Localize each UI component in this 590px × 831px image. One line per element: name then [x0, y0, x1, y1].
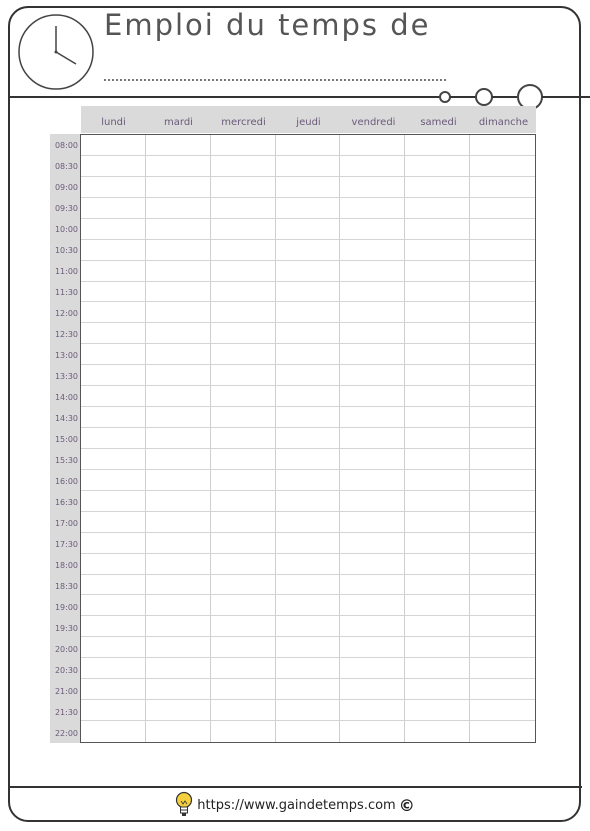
schedule-cell[interactable]	[470, 302, 535, 323]
schedule-cell[interactable]	[340, 177, 405, 198]
schedule-cell[interactable]	[276, 554, 341, 575]
schedule-cell[interactable]	[340, 679, 405, 700]
schedule-cell[interactable]	[340, 512, 405, 533]
time-label: 16:30	[54, 498, 78, 507]
schedule-cell[interactable]	[276, 261, 341, 282]
schedule-cell[interactable]	[405, 428, 470, 449]
schedule-cell[interactable]	[146, 135, 211, 156]
schedule-cell[interactable]	[470, 219, 535, 240]
schedule-cell[interactable]	[146, 344, 211, 365]
schedule-cell[interactable]	[405, 512, 470, 533]
schedule-cell[interactable]	[81, 282, 146, 303]
schedule-cell[interactable]	[405, 700, 470, 721]
schedule-cell[interactable]	[340, 554, 405, 575]
time-label: 13:00	[54, 351, 78, 360]
schedule-cell[interactable]	[146, 575, 211, 596]
schedule-cell[interactable]	[470, 721, 535, 742]
schedule-cell[interactable]	[340, 595, 405, 616]
day-header-jeudi: jeudi	[296, 117, 321, 128]
schedule-cell[interactable]	[276, 156, 341, 177]
schedule-cell[interactable]	[276, 616, 341, 637]
schedule-cell[interactable]	[146, 156, 211, 177]
schedule-cell[interactable]	[340, 637, 405, 658]
schedule-cell[interactable]	[276, 240, 341, 261]
schedule-cell[interactable]	[81, 344, 146, 365]
schedule-cell[interactable]	[470, 156, 535, 177]
schedule-cell[interactable]	[81, 721, 146, 742]
schedule-cell[interactable]	[405, 240, 470, 261]
schedule-cell[interactable]	[211, 616, 276, 637]
schedule-cell[interactable]	[405, 679, 470, 700]
time-label: 17:00	[54, 519, 78, 528]
schedule-cell[interactable]	[146, 470, 211, 491]
schedule-cell[interactable]	[81, 470, 146, 491]
day-header-mardi: mardi	[164, 117, 193, 128]
schedule-cell[interactable]	[340, 407, 405, 428]
schedule-cell[interactable]	[276, 679, 341, 700]
lightbulb-icon	[175, 791, 193, 819]
time-label: 20:00	[54, 645, 78, 654]
schedule-cell[interactable]	[276, 658, 341, 679]
schedule-cell[interactable]	[405, 491, 470, 512]
schedule-cell[interactable]	[340, 323, 405, 344]
schedule-cell[interactable]	[146, 616, 211, 637]
schedule-cell[interactable]	[211, 533, 276, 554]
schedule-cell[interactable]	[470, 261, 535, 282]
schedule-cell[interactable]	[81, 135, 146, 156]
schedule-cell[interactable]	[276, 470, 341, 491]
schedule-cell[interactable]	[211, 491, 276, 512]
schedule-cell[interactable]	[405, 449, 470, 470]
schedule-cell[interactable]	[340, 428, 405, 449]
schedule-cell[interactable]	[81, 302, 146, 323]
schedule-cell[interactable]	[470, 700, 535, 721]
schedule-cell[interactable]	[470, 470, 535, 491]
schedule-cell[interactable]	[340, 261, 405, 282]
schedule-cell[interactable]	[276, 365, 341, 386]
schedule-cell[interactable]	[340, 135, 405, 156]
schedule-cell[interactable]	[470, 595, 535, 616]
schedule-cell[interactable]	[146, 219, 211, 240]
schedule-cell[interactable]	[276, 407, 341, 428]
schedule-cell[interactable]	[146, 449, 211, 470]
time-label: 21:00	[54, 687, 78, 696]
schedule-cell[interactable]	[276, 323, 341, 344]
schedule-cell[interactable]	[405, 637, 470, 658]
time-label: 11:00	[54, 267, 78, 276]
schedule-cell[interactable]	[470, 637, 535, 658]
schedule-cell[interactable]	[146, 261, 211, 282]
time-label: 09:30	[54, 204, 78, 213]
schedule-cell[interactable]	[146, 637, 211, 658]
schedule-cell[interactable]	[146, 700, 211, 721]
schedule-cell[interactable]	[211, 428, 276, 449]
schedule-cell[interactable]	[146, 554, 211, 575]
schedule-cell[interactable]	[81, 658, 146, 679]
schedule-cell[interactable]	[470, 679, 535, 700]
time-label: 14:00	[54, 393, 78, 402]
time-label: 13:30	[54, 372, 78, 381]
time-label: 12:30	[54, 330, 78, 339]
schedule-cell[interactable]	[211, 575, 276, 596]
time-label: 18:00	[54, 561, 78, 570]
schedule-cell[interactable]	[146, 282, 211, 303]
schedule-cell[interactable]	[276, 449, 341, 470]
time-label: 11:30	[54, 288, 78, 297]
schedule-cell[interactable]	[340, 470, 405, 491]
schedule-cell[interactable]	[470, 575, 535, 596]
schedule-cell[interactable]	[405, 721, 470, 742]
schedule-cell[interactable]	[340, 365, 405, 386]
schedule-cell[interactable]	[211, 344, 276, 365]
schedule-cell[interactable]	[81, 407, 146, 428]
schedule-cell[interactable]	[146, 595, 211, 616]
schedule-cell[interactable]	[81, 616, 146, 637]
schedule-cell[interactable]	[340, 198, 405, 219]
schedule-cell[interactable]	[405, 554, 470, 575]
schedule-cell[interactable]	[405, 533, 470, 554]
schedule-cell[interactable]	[276, 219, 341, 240]
schedule-cell[interactable]	[276, 575, 341, 596]
schedule-cell[interactable]	[211, 449, 276, 470]
schedule-cell[interactable]	[405, 219, 470, 240]
schedule-cell[interactable]	[211, 282, 276, 303]
schedule-cell[interactable]	[146, 428, 211, 449]
schedule-cell[interactable]	[81, 428, 146, 449]
schedule-cell[interactable]	[276, 282, 341, 303]
schedule-cell[interactable]	[405, 282, 470, 303]
schedule-cell[interactable]	[146, 177, 211, 198]
schedule-cell[interactable]	[405, 386, 470, 407]
schedule-grid	[80, 134, 536, 743]
schedule-cell[interactable]	[405, 616, 470, 637]
schedule-cell[interactable]	[146, 721, 211, 742]
schedule-cell[interactable]	[146, 658, 211, 679]
schedule-cell[interactable]	[211, 595, 276, 616]
schedule-cell[interactable]	[405, 344, 470, 365]
time-label: 21:30	[54, 708, 78, 717]
schedule-cell[interactable]	[340, 240, 405, 261]
schedule-cell[interactable]	[146, 491, 211, 512]
name-line[interactable]	[104, 79, 446, 81]
schedule-cell[interactable]	[470, 407, 535, 428]
day-header-mercredi: mercredi	[221, 117, 266, 128]
schedule-cell[interactable]	[146, 240, 211, 261]
schedule-cell[interactable]	[340, 156, 405, 177]
schedule-cell[interactable]	[470, 323, 535, 344]
time-label: 17:30	[54, 540, 78, 549]
schedule-cell[interactable]	[81, 219, 146, 240]
schedule-cell[interactable]	[276, 344, 341, 365]
day-header-samedi: samedi	[420, 117, 457, 128]
time-label: 12:00	[54, 309, 78, 318]
schedule-cell[interactable]	[405, 302, 470, 323]
schedule-cell[interactable]	[405, 135, 470, 156]
schedule-cell[interactable]	[405, 407, 470, 428]
schedule-cell[interactable]	[340, 386, 405, 407]
schedule-cell[interactable]	[81, 365, 146, 386]
schedule-cell[interactable]	[81, 700, 146, 721]
schedule-cell[interactable]	[470, 491, 535, 512]
schedule-cell[interactable]	[405, 261, 470, 282]
time-column	[50, 134, 80, 743]
schedule-cell[interactable]	[211, 261, 276, 282]
time-label: 20:30	[54, 666, 78, 675]
footer	[0, 790, 590, 820]
schedule-cell[interactable]	[211, 302, 276, 323]
schedule-cell[interactable]	[211, 637, 276, 658]
schedule-cell[interactable]	[340, 616, 405, 637]
clock-icon	[17, 13, 95, 91]
schedule-cell[interactable]	[340, 491, 405, 512]
copyright-symbol: ©	[398, 795, 415, 815]
time-label: 19:00	[54, 603, 78, 612]
schedule-cell[interactable]	[211, 323, 276, 344]
schedule-cell[interactable]	[211, 721, 276, 742]
schedule-cell[interactable]	[276, 721, 341, 742]
schedule-cell[interactable]	[146, 302, 211, 323]
schedule-cell[interactable]	[211, 219, 276, 240]
schedule-cell[interactable]	[81, 198, 146, 219]
schedule-cell[interactable]	[340, 658, 405, 679]
schedule-cell[interactable]	[276, 533, 341, 554]
schedule-cell[interactable]	[211, 240, 276, 261]
schedule-cell[interactable]	[81, 449, 146, 470]
page-title: Emploi du temps de	[104, 8, 431, 42]
schedule-cell[interactable]	[405, 323, 470, 344]
schedule-cell[interactable]	[405, 595, 470, 616]
time-label: 14:30	[54, 414, 78, 423]
schedule-cell[interactable]	[276, 512, 341, 533]
schedule-cell[interactable]	[146, 512, 211, 533]
schedule-cell[interactable]	[276, 302, 341, 323]
schedule-cell[interactable]	[405, 365, 470, 386]
schedule-cell[interactable]	[276, 386, 341, 407]
schedule-cell[interactable]	[146, 407, 211, 428]
schedule-cell[interactable]	[81, 595, 146, 616]
schedule-cell[interactable]	[276, 177, 341, 198]
schedule-cell[interactable]	[340, 700, 405, 721]
schedule-cell[interactable]	[81, 156, 146, 177]
time-label: 08:00	[54, 141, 78, 150]
schedule-cell[interactable]	[211, 407, 276, 428]
schedule-cell[interactable]	[211, 365, 276, 386]
time-label: 08:30	[54, 162, 78, 171]
schedule-cell[interactable]	[211, 135, 276, 156]
schedule-cell[interactable]	[340, 533, 405, 554]
schedule-cell[interactable]	[211, 512, 276, 533]
schedule-cell[interactable]	[146, 365, 211, 386]
day-header-lundi: lundi	[101, 117, 126, 128]
schedule-cell[interactable]	[470, 428, 535, 449]
schedule-cell[interactable]	[81, 512, 146, 533]
schedule-cell[interactable]	[340, 575, 405, 596]
schedule-cell[interactable]	[81, 679, 146, 700]
time-label: 15:30	[54, 456, 78, 465]
schedule-cell[interactable]	[340, 344, 405, 365]
schedule-cell[interactable]	[340, 721, 405, 742]
time-label: 18:30	[54, 582, 78, 591]
schedule-cell[interactable]	[470, 554, 535, 575]
schedule-cell[interactable]	[81, 554, 146, 575]
schedule-cell[interactable]	[470, 240, 535, 261]
schedule-cell[interactable]	[211, 386, 276, 407]
schedule-cell[interactable]	[470, 177, 535, 198]
schedule-cell[interactable]	[211, 679, 276, 700]
schedule-cell[interactable]	[276, 700, 341, 721]
schedule-cell[interactable]	[470, 365, 535, 386]
schedule-cell[interactable]	[276, 491, 341, 512]
schedule-cell[interactable]	[81, 323, 146, 344]
footer-divider	[8, 786, 582, 788]
schedule-cell[interactable]	[81, 386, 146, 407]
schedule-cell[interactable]	[81, 637, 146, 658]
schedule-cell[interactable]	[81, 533, 146, 554]
schedule-cell[interactable]	[81, 240, 146, 261]
schedule-cell[interactable]	[146, 198, 211, 219]
schedule-cell[interactable]	[81, 177, 146, 198]
schedule-cell[interactable]	[405, 658, 470, 679]
schedule-cell[interactable]	[146, 533, 211, 554]
schedule-cell[interactable]	[405, 470, 470, 491]
footer-url[interactable]: https://www.gaindetemps.com	[197, 797, 396, 813]
schedule-cell[interactable]	[276, 135, 341, 156]
schedule-cell[interactable]	[211, 198, 276, 219]
time-label: 10:30	[54, 246, 78, 255]
schedule-cell[interactable]	[146, 679, 211, 700]
days-header	[81, 106, 536, 133]
schedule-cell[interactable]	[470, 533, 535, 554]
schedule-cell[interactable]	[405, 177, 470, 198]
schedule-cell[interactable]	[146, 386, 211, 407]
schedule-cell[interactable]	[146, 323, 211, 344]
time-label: 10:00	[54, 225, 78, 234]
schedule-cell[interactable]	[340, 219, 405, 240]
schedule-cell[interactable]	[470, 282, 535, 303]
schedule-cell[interactable]	[405, 575, 470, 596]
schedule-cell[interactable]	[276, 595, 341, 616]
schedule-cell[interactable]	[470, 512, 535, 533]
time-label: 19:30	[54, 624, 78, 633]
time-label: 22:00	[54, 729, 78, 738]
schedule-cell[interactable]	[81, 491, 146, 512]
time-label: 15:00	[54, 435, 78, 444]
schedule-cell[interactable]	[340, 302, 405, 323]
time-label: 16:00	[54, 477, 78, 486]
schedule-cell[interactable]	[470, 344, 535, 365]
schedule-cell[interactable]	[81, 261, 146, 282]
schedule-cell[interactable]	[470, 658, 535, 679]
schedule-cell[interactable]	[470, 449, 535, 470]
schedule-cell[interactable]	[211, 658, 276, 679]
schedule-cell[interactable]	[470, 135, 535, 156]
schedule-cell[interactable]	[340, 282, 405, 303]
schedule-cell[interactable]	[211, 700, 276, 721]
schedule-cell[interactable]	[340, 449, 405, 470]
schedule-cell[interactable]	[405, 198, 470, 219]
schedule-cell[interactable]	[276, 637, 341, 658]
schedule-cell[interactable]	[405, 156, 470, 177]
schedule-cell[interactable]	[276, 428, 341, 449]
day-header-dimanche: dimanche	[478, 117, 529, 128]
schedule-cell[interactable]	[470, 616, 535, 637]
schedule-cell[interactable]	[211, 177, 276, 198]
schedule-cell[interactable]	[211, 554, 276, 575]
schedule-cell[interactable]	[211, 156, 276, 177]
time-label: 09:00	[54, 183, 78, 192]
schedule-cell[interactable]	[470, 198, 535, 219]
schedule-cell[interactable]	[81, 575, 146, 596]
schedule-cell[interactable]	[470, 386, 535, 407]
schedule-cell[interactable]	[211, 470, 276, 491]
day-header-vendredi: vendredi	[351, 117, 396, 128]
schedule-cell[interactable]	[276, 198, 341, 219]
